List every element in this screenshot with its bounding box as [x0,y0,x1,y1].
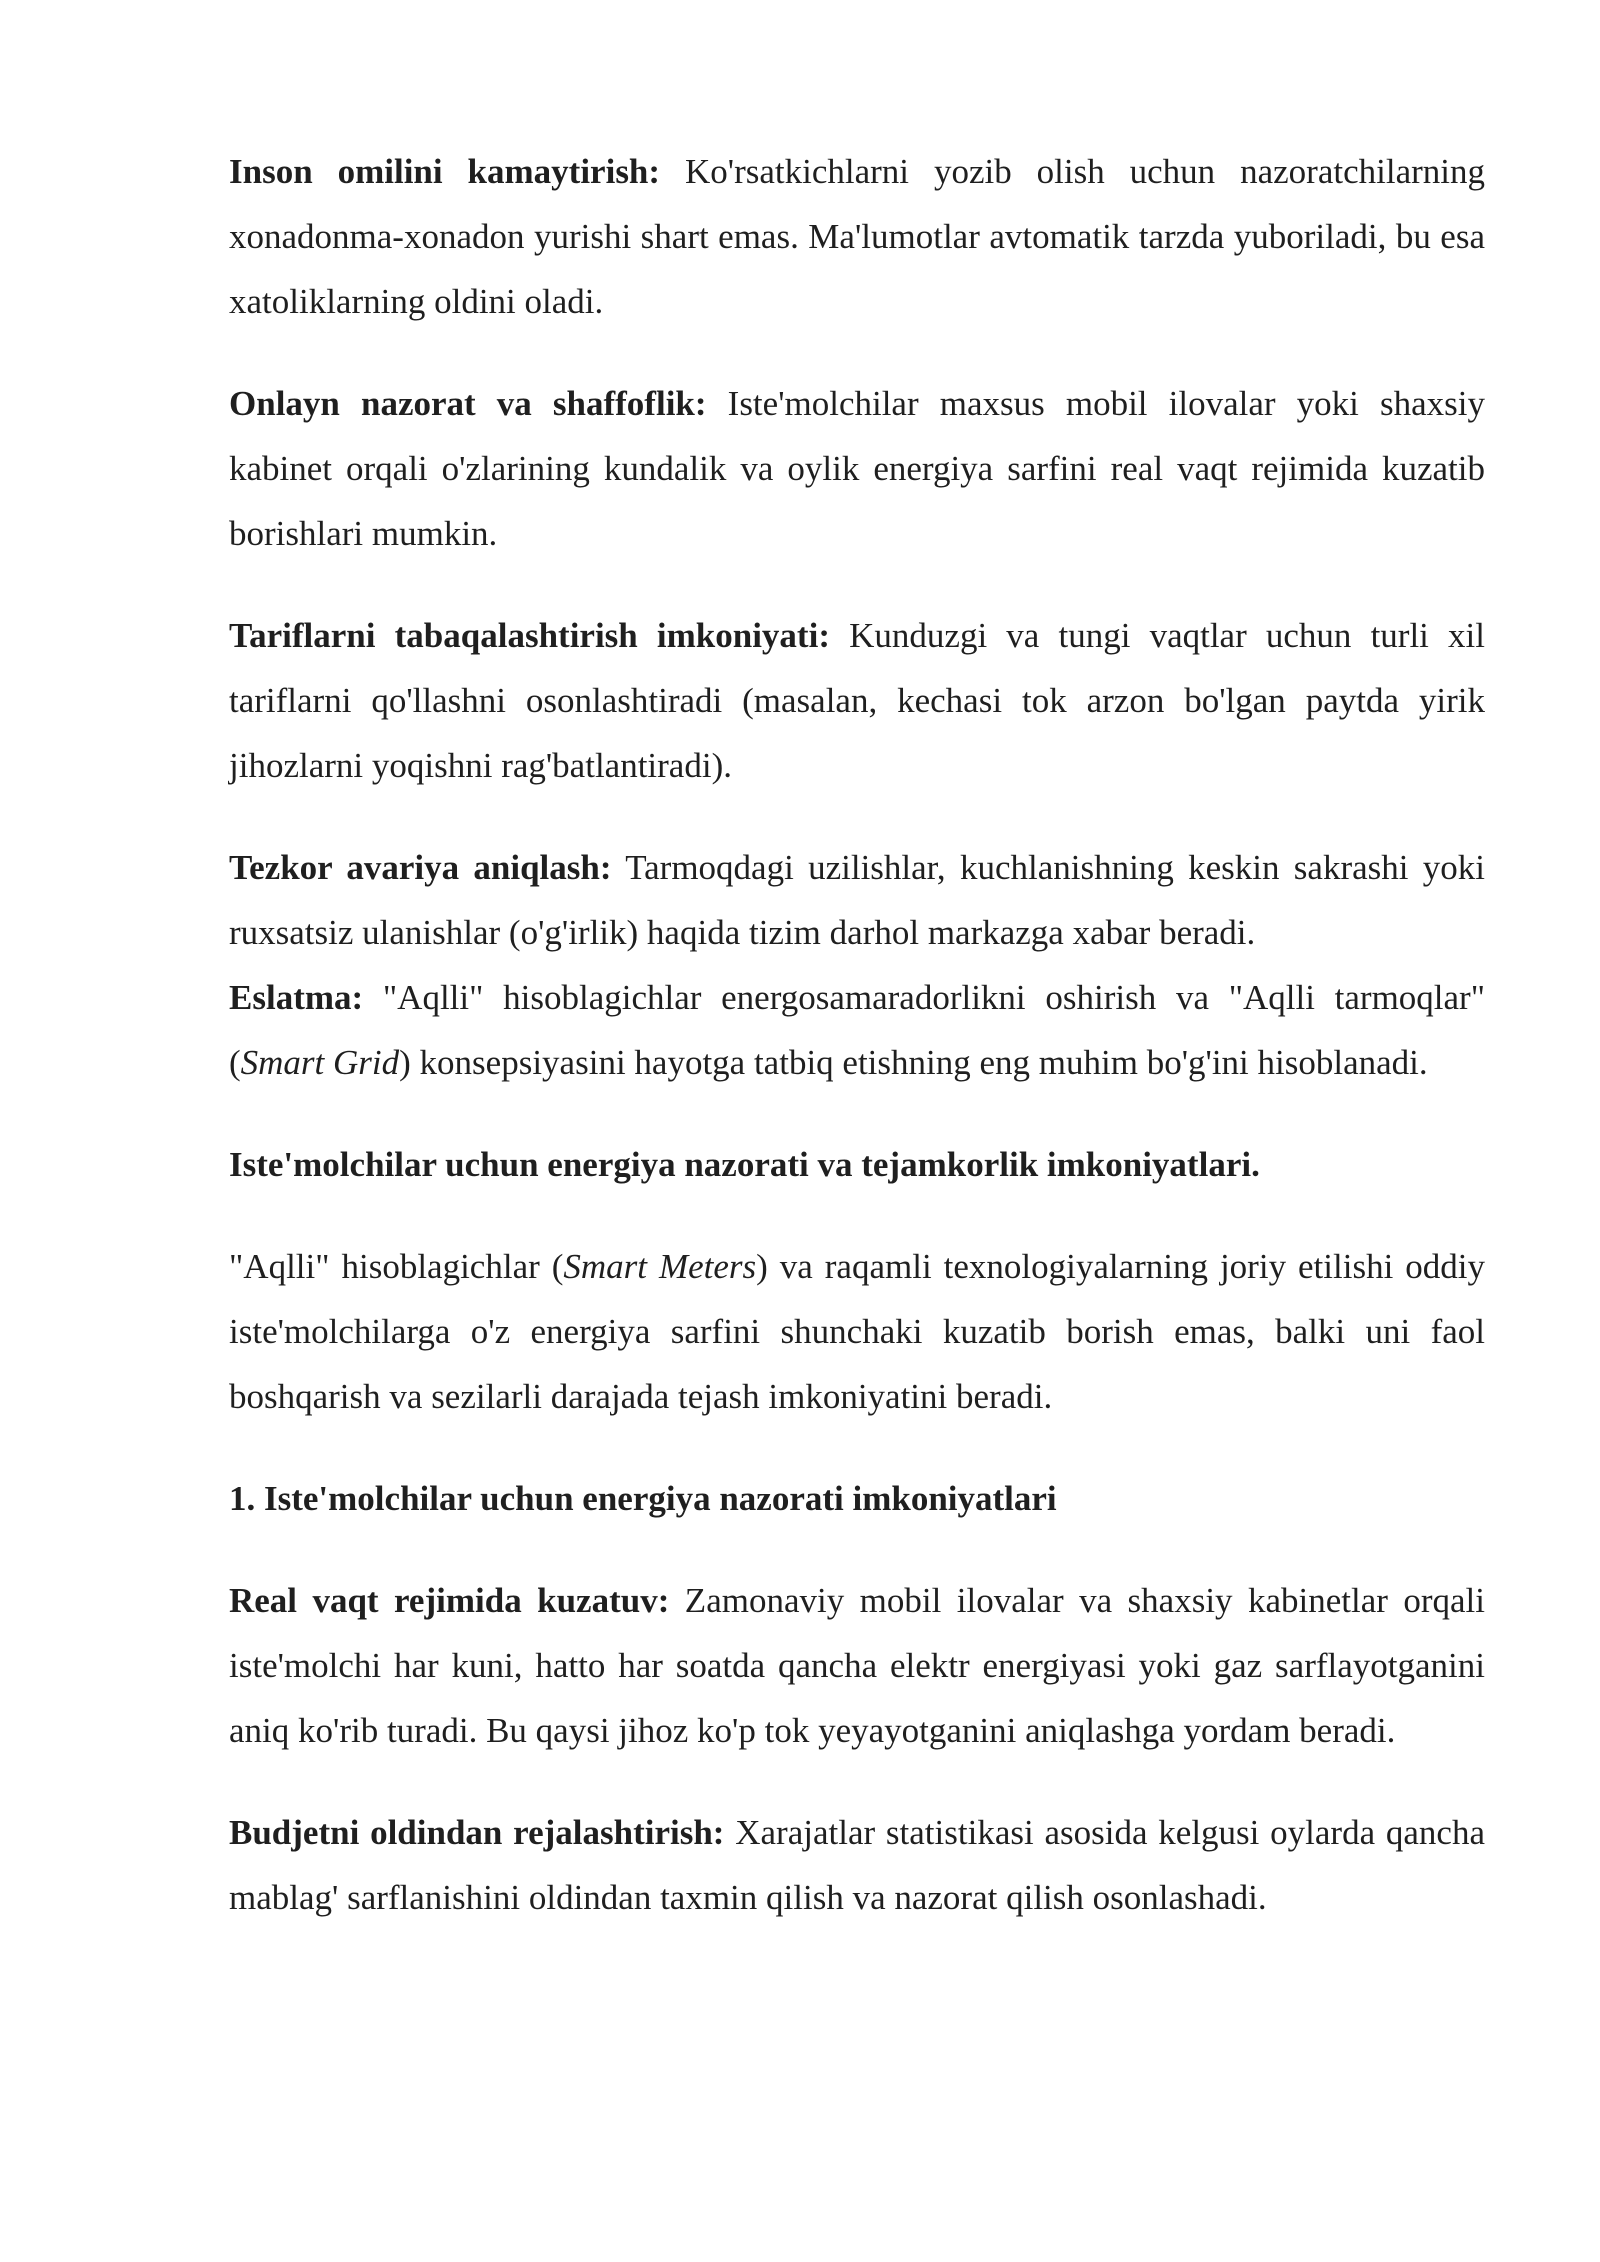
paragraph-online-control [229,371,1485,566]
paragraph-note [229,965,1485,1095]
paragraph-tariffs [229,603,1485,798]
italic-term: Smart Grid [240,1043,400,1082]
paragraph-emergency-detection [229,835,1485,965]
paragraph-text: ) konsepsiyasini hayotga tatbiq etishning eng muhim bo'g'ini hisoblanadi. [399,1043,1428,1082]
paragraph-human-factor [229,139,1485,334]
paragraph-budget-planning [229,1800,1485,1930]
paragraph-lead: Onlayn nazorat va shaffoflik: [229,384,707,423]
section-heading: Iste'molchilar uchun energiya nazorati va tejamkorlik imkoniyatlari. [229,1145,1260,1184]
paragraph-lead: Tariflarni tabaqalashtirish imkoniyati: [229,616,830,655]
paragraph-text: Xarajatlar statistikasi asosida kelgusi oylarda qancha mablag' sarflanishini oldindan taxmin qilish va nazorat qilish osonlashadi. [229,1813,1485,1917]
paragraph-real-time-monitoring [229,1568,1485,1763]
paragraph-text: ) va raqamli texnologiyalarning joriy etilishi oddiy iste'molchilarga o'z energiya sarfini shunchaki kuzatib borish emas, balki uni faol boshqarish va sezilarli darajada tejash imkoniyatini beradi. [229,1247,1485,1416]
paragraph-lead: Real vaqt rejimida kuzatuv: [229,1581,670,1620]
paragraph-text: Kunduzgi va tungi vaqtlar uchun turli xil tariflarni qo'llashni osonlashtiradi (masalan, kechasi tok arzon bo'lgan paytda yirik jihozlarni yoqishni rag'batlantiradi). [229,616,1485,785]
paragraph-text: Zamonaviy mobil ilovalar va shaxsiy kabinetlar orqali iste'molchi har kuni, hatto har soatda qancha elektr energiyasi yoki gaz sarflayotganini aniq ko'rib turadi. Bu qaysi jihoz ko'p tok yeyayotganini aniqlashga yordam beradi. [229,1581,1485,1750]
note-label: Eslatma: [229,978,364,1017]
paragraph-text: "Aqlli" hisoblagichlar ( [229,1247,564,1286]
paragraph-text: Ko'rsatkichlarni yozib olish uchun nazoratchilarning xonadonma-xonadon yurishi shart emas. Ma'lumotlar avtomatik tarzda yuboriladi, bu esa xatoliklarning oldini oladi. [229,152,1485,321]
paragraph-lead: Budjetni oldindan rejalashtirish: [229,1813,725,1852]
paragraph-text: Iste'molchilar maxsus mobil ilovalar yoki shaxsiy kabinet orqali o'zlarining kundalik va oylik energiya sarfini real vaqt rejimida kuzatib borishlari mumkin. [229,384,1485,553]
paragraph-text: "Aqlli" hisoblagichlar energosamaradorlikni oshirish va "Aqlli tarmoqlar" ( [229,978,1485,1082]
italic-term: Smart Meters [563,1247,757,1286]
paragraph-lead: Inson omilini kamaytirish: [229,152,661,191]
paragraph-intro [229,1234,1485,1429]
paragraph-text: Tarmoqdagi uzilishlar, kuchlanishning keskin sakrashi yoki ruxsatsiz ulanishlar (o'g'irlik) haqida tizim darhol markazga xabar beradi. [229,848,1485,952]
subsection-heading: 1. Iste'molchilar uchun energiya nazorati imkoniyatlari [229,1479,1057,1518]
paragraph-lead: Tezkor avariya aniqlash: [229,848,612,887]
